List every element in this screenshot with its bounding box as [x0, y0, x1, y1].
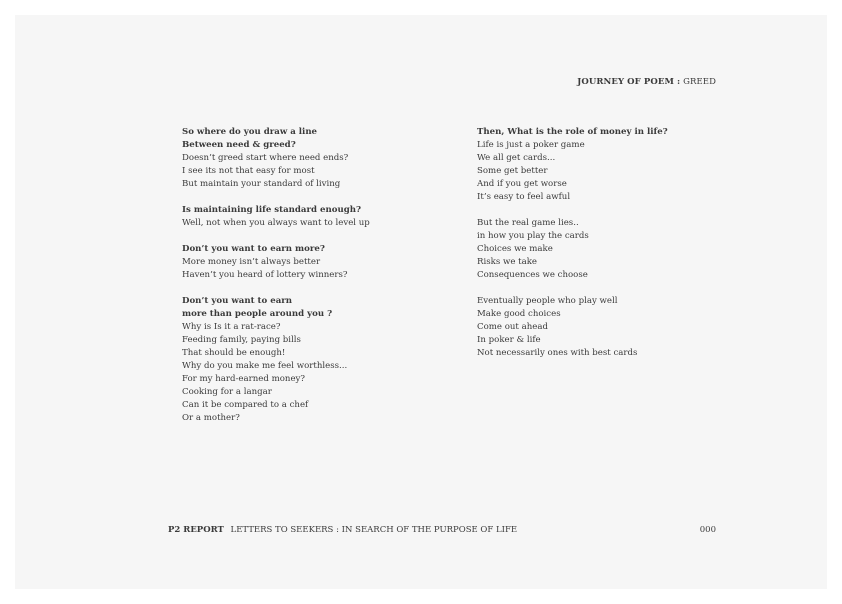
- poem-line: Not necessarily ones with best cards: [477, 348, 638, 358]
- poem-stanza: [182, 243, 370, 282]
- poem-line: Risks we take: [477, 257, 538, 267]
- poem-left-column: [182, 126, 370, 438]
- poem-stanza: [477, 217, 668, 282]
- poem-line: more than people around you ?: [182, 309, 333, 319]
- poem-line: Consequences we choose: [477, 270, 588, 280]
- poem-line: Eventually people who play well: [477, 296, 618, 306]
- poem-line: Choices we make: [477, 244, 553, 254]
- poem-line: Doesn’t greed start where need ends?: [182, 153, 349, 163]
- poem-stanza: [182, 295, 370, 425]
- poem-line: Make good choices: [477, 309, 561, 319]
- poem-line: It’s easy to feel awful: [477, 192, 571, 202]
- poem-line: Feeding family, paying bills: [182, 335, 301, 345]
- poem-line: More money isn’t always better: [182, 257, 321, 267]
- poem-line: Don’t you want to earn more?: [182, 244, 325, 254]
- poem-line: Or a mother?: [182, 413, 240, 423]
- poem-line: Why is Is it a rat-race?: [182, 322, 281, 332]
- poem-right-column: [477, 126, 668, 373]
- poem-line: Don’t you want to earn: [182, 296, 293, 306]
- poem-line: in how you play the cards: [477, 231, 589, 241]
- poem-line: I see its not that easy for most: [182, 166, 315, 176]
- page-number: 000: [699, 525, 716, 535]
- poem-line: Can it be compared to a chef: [182, 400, 309, 410]
- poem-line: Some get better: [477, 166, 548, 176]
- footer-label: P2 REPORT: [168, 525, 224, 535]
- page-footer: [168, 525, 517, 535]
- page-header: [577, 77, 716, 87]
- poem-line: Cooking for a langar: [182, 387, 272, 397]
- poem-line: Why do you make me feel worthless...: [182, 361, 348, 371]
- poem-line: So where do you draw a line: [182, 127, 318, 137]
- poem-line: Life is just a poker game: [477, 140, 585, 150]
- poem-line: Haven’t you heard of lottery winners?: [182, 270, 348, 280]
- poem-line: Well, not when you always want to level up: [182, 218, 370, 228]
- footer-title: LETTERS TO SEEKERS : IN SEARCH OF THE PURPOSE OF LIFE: [230, 525, 518, 535]
- header-prefix: JOURNEY OF POEM :: [577, 77, 681, 87]
- poem-stanza: [182, 126, 370, 191]
- poem-line: Come out ahead: [477, 322, 548, 332]
- poem-stanza: [477, 126, 668, 204]
- poem-line: We all get cards...: [477, 153, 556, 163]
- header-title: GREED: [683, 77, 716, 87]
- poem-line: Then, What is the role of money in life?: [477, 127, 668, 137]
- poem-line: For my hard-earned money?: [182, 374, 305, 384]
- poem-line: In poker & life: [477, 335, 541, 345]
- poem-line: Between need & greed?: [182, 140, 296, 150]
- poem-line: That should be enough!: [182, 348, 286, 358]
- poem-line: Is maintaining life standard enough?: [182, 205, 361, 215]
- poem-line: And if you get worse: [477, 179, 567, 189]
- poem-stanza: [182, 204, 370, 230]
- poem-line: But the real game lies..: [477, 218, 579, 228]
- poem-stanza: [477, 295, 668, 360]
- poem-line: But maintain your standard of living: [182, 179, 341, 189]
- document-page: [15, 15, 827, 589]
